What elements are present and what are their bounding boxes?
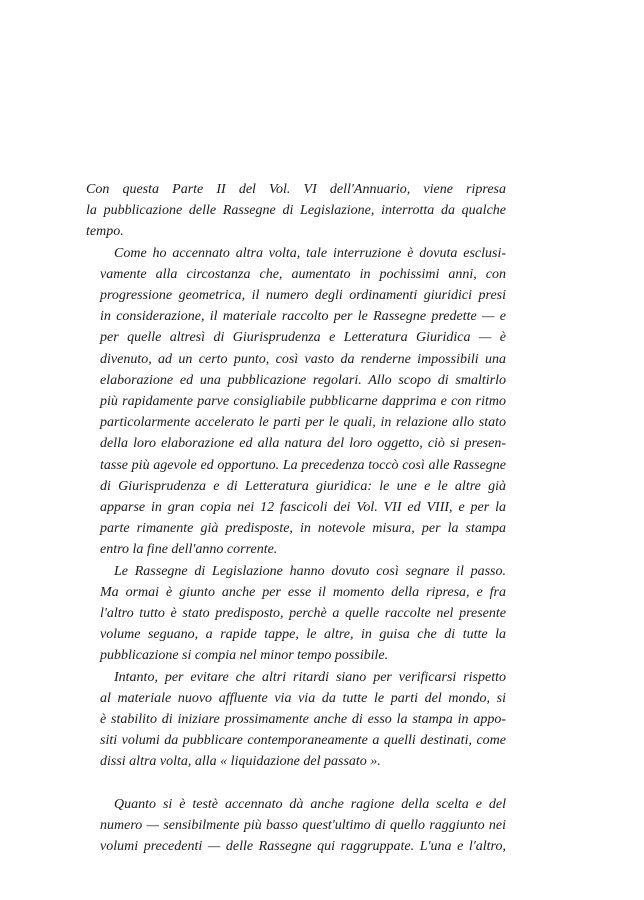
text-line: tasse più agevole ed opportuno. La precedenza toccò così alle Rassegne: [100, 457, 506, 473]
text-line: Quanto si è testè accennato dà anche ragione della scelta e del: [114, 796, 506, 812]
text-line: numero — sensibilmente più basso quest'ultimo di quello raggiunto nei: [100, 817, 506, 833]
text-line: Come ho accennato altra volta, tale interruzione è dovuta esclusi-: [114, 245, 506, 261]
body-text: [86, 179, 506, 857]
paragraph-4: [86, 667, 506, 773]
text-line: più rapidamente parve consigliabile pubblicarne dapprima e con ritmo: [100, 394, 506, 410]
text-line: apparse in gran copia nei 12 fascicoli dei Vol. VII ed VIII, e per la: [100, 500, 506, 516]
text-line: Ma ormai è giunto anche per esse il momento della ripresa, e fra: [100, 584, 506, 600]
text-line: volume seguano, a rapide tappe, le altre, in guisa che di tutte la: [100, 627, 506, 643]
text-line: è stabilito di iniziare prossimamente anche di esso la stampa in appo-: [100, 712, 506, 728]
text-line: Intanto, per evitare che altri ritardi siano per verificarsi rispetto: [114, 669, 506, 685]
text-line: particolarmente accelerato le parti per le quali, in relazione allo stato: [100, 415, 506, 431]
paragraph-2: [86, 243, 506, 561]
text-line: progressione geometrica, il numero degli ordinamenti giuridici presi: [100, 288, 506, 304]
text-line: al materiale nuovo affluente via via da tutte le parti del mondo, si: [100, 690, 506, 706]
text-line: di Giurisprudenza e di Letteratura giuridica: le une e le altre già: [100, 478, 506, 494]
text-line: divenuto, ad un certo punto, così vasto da renderne impossibili una: [100, 351, 506, 367]
text-line: per quelle altresì di Giurisprudenza e Letteratura Giuridica — è: [100, 330, 506, 346]
paragraph-gap: [86, 773, 506, 794]
text-line: parte rimanente già predisposte, in notevole misura, per la stampa: [100, 521, 506, 537]
text-line: in considerazione, il materiale raccolto per le Rassegne predette — e: [100, 309, 506, 325]
text-line: dissi altra volta, alla « liquidazione del passato ».: [100, 754, 381, 770]
text-line: elaborazione ed una pubblicazione regolari. Allo scopo di smaltirlo: [100, 372, 506, 388]
text-line: tempo.: [86, 224, 124, 240]
paragraph-1: [86, 179, 506, 243]
text-line: l'altro tutto è stato predisposto, perchè a quelle raccolte nel presente: [100, 606, 506, 622]
paragraph-3: [86, 561, 506, 667]
text-line: Le Rassegne di Legislazione hanno dovuto così segnare il passo.: [114, 563, 506, 579]
text-line: della loro elaborazione ed alla natura del loro oggetto, ciò si presen-: [100, 436, 506, 452]
text-line: pubblicazione si compia nel minor tempo possibile.: [100, 648, 389, 664]
text-line: siti volumi da pubblicare contemporaneamente a quelli destinati, come: [100, 733, 506, 749]
text-line: Con questa Parte II del Vol. VI dell'Annuario, viene ripresa: [86, 182, 506, 197]
paragraph-5: [86, 794, 506, 858]
text-line: volumi precedenti — delle Rassegne qui raggruppate. L'una e l'altro,: [100, 839, 506, 855]
text-line: vamente alla circostanza che, aumentato in pochissimi anni, con: [100, 266, 506, 282]
text-line: entro la fine dell'anno corrente.: [100, 542, 278, 558]
text-line: la pubblicazione delle Rassegne di Legislazione, interrotta da qualche: [86, 203, 506, 219]
